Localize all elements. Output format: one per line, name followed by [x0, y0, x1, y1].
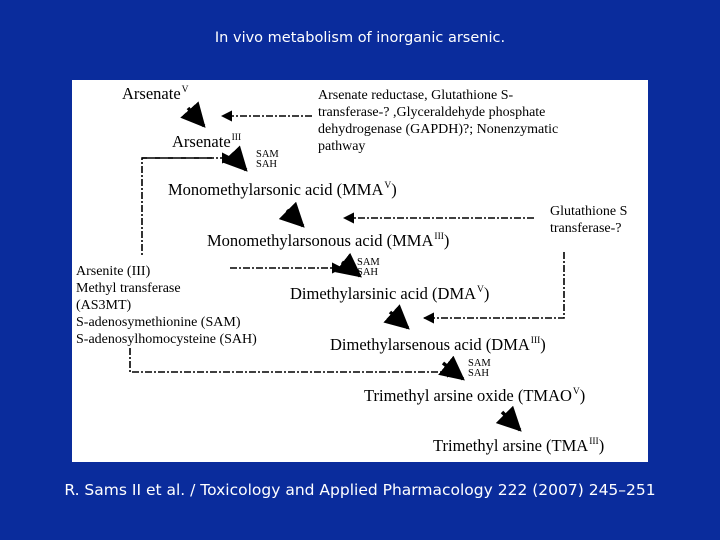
methyltransferase-note: Arsenite (III) Methyl transferase (AS3MT) S-adenosymethionine (SAM) S-adenosylhomocysteine (SAH)	[76, 264, 257, 347]
reductase-note: Arsenate reductase, Glutathione S- transferase-? ,Glyceraldehyde phosphate dehydrogenase (GAPDH)?; Nonenzymatic pathway	[318, 88, 559, 154]
reaction-arrow-3	[287, 210, 303, 226]
compound-mma-iii: Monomethylarsonous acid $(MMA^{III})$	[207, 231, 450, 250]
compound-tmao-v: Trimethyl arsine oxide $(TMAO^V)$	[364, 386, 586, 405]
cofactor-label-2: SAM SAH	[357, 257, 380, 278]
cofactor-label-1: SAM SAH	[256, 149, 279, 170]
cofactor-label-3: SAM SAH	[468, 358, 491, 379]
reaction-arrow-7	[502, 412, 520, 430]
compound-dma-iii: Dimethylarsenous acid $(DMA^{III})$	[330, 335, 546, 354]
as3mt-line-1	[142, 158, 212, 256]
compound-tma-iii: Trimethyl arsine $(TMA^{III})$	[433, 436, 605, 455]
compound-arsenate-v: Arsenate$^V$	[122, 84, 189, 103]
compound-dma-v: Dimethylarsinic acid $(DMA^V)$	[290, 284, 490, 303]
compound-arsenate-iii: Arsenate$^{III}$	[172, 132, 242, 151]
compound-mma-v: Monomethylarsonic acid $(MMA^V)$	[168, 180, 397, 199]
arsenic-metabolism-diagram	[72, 80, 648, 462]
gst-note: Glutathione S transferase-?	[550, 204, 628, 236]
slide-title: In vivo metabolism of inorganic arsenic.	[214, 30, 506, 46]
reaction-arrow-1	[188, 108, 204, 126]
reaction-arrow-6	[443, 363, 463, 379]
reaction-arrow-2	[232, 155, 246, 170]
reaction-arrow-5	[390, 312, 408, 328]
citation: R. Sams II et al. / Toxicology and Applied Pharmacology 222 (2007) 245–251	[64, 481, 656, 499]
